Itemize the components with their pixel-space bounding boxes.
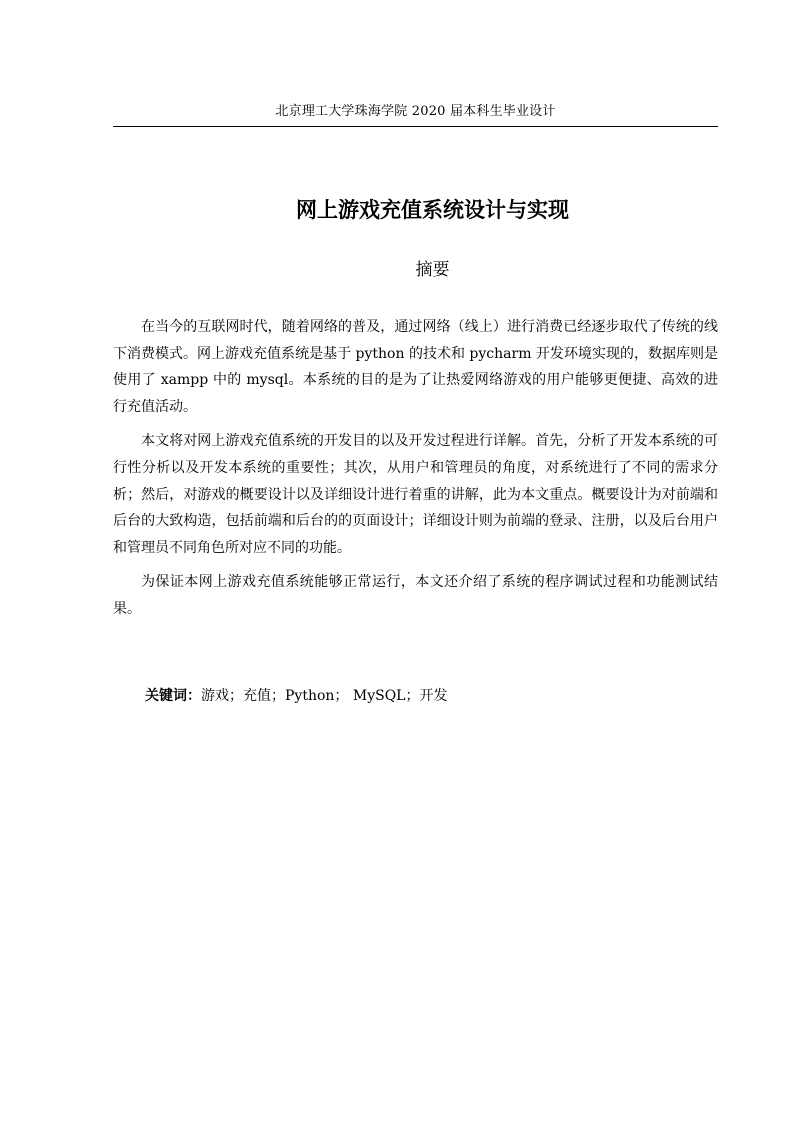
abstract-body	[113, 314, 718, 631]
document-title: 网上游戏充值系统设计与实现	[296, 197, 569, 222]
keywords-label: 关键词：	[145, 688, 201, 704]
header-divider	[113, 126, 718, 127]
keywords-value: 游戏；充值；Python； MySQL；开发	[201, 688, 448, 704]
abstract-paragraph-3: 为保证本网上游戏充值系统能够正常运行，本文还介绍了系统的程序调试过程和功能测试结果。	[113, 574, 718, 617]
abstract-paragraph-2: 本文将对网上游戏充值系统的开发目的以及开发过程进行详解。首先，分析了开发本系统的可行性分析以及开发本系统的重要性；其次，从用户和管理员的角度，对系统进行了不同的需求分析；然后，对游戏的概要设计以及详细设计进行着重的讲解，此为本文重点。概要设计为对前端和后台的大致构造，包括前端和后台的的页面设计；详细设计则为前端的登录、注册，以及后台用户和管理员不同角色所对应不同的功能。	[113, 433, 718, 556]
abstract-paragraph-1: 在当今的互联网时代，随着网络的普及，通过网络（线上）进行消费已经逐步取代了传统的线下消费模式。网上游戏充值系统是基于 python 的技术和 pycharm 开发环境实现的，数据库则是使用了 xampp 中的 mysql。本系统的目的是为了让热爱网络游戏的用户能够更便捷、高效的进行充值活动。	[113, 319, 718, 415]
keywords-line	[145, 683, 718, 709]
abstract-heading: 摘要	[415, 260, 450, 280]
running-header: 北京理工大学珠海学院 2020 届本科生毕业设计	[275, 104, 556, 119]
